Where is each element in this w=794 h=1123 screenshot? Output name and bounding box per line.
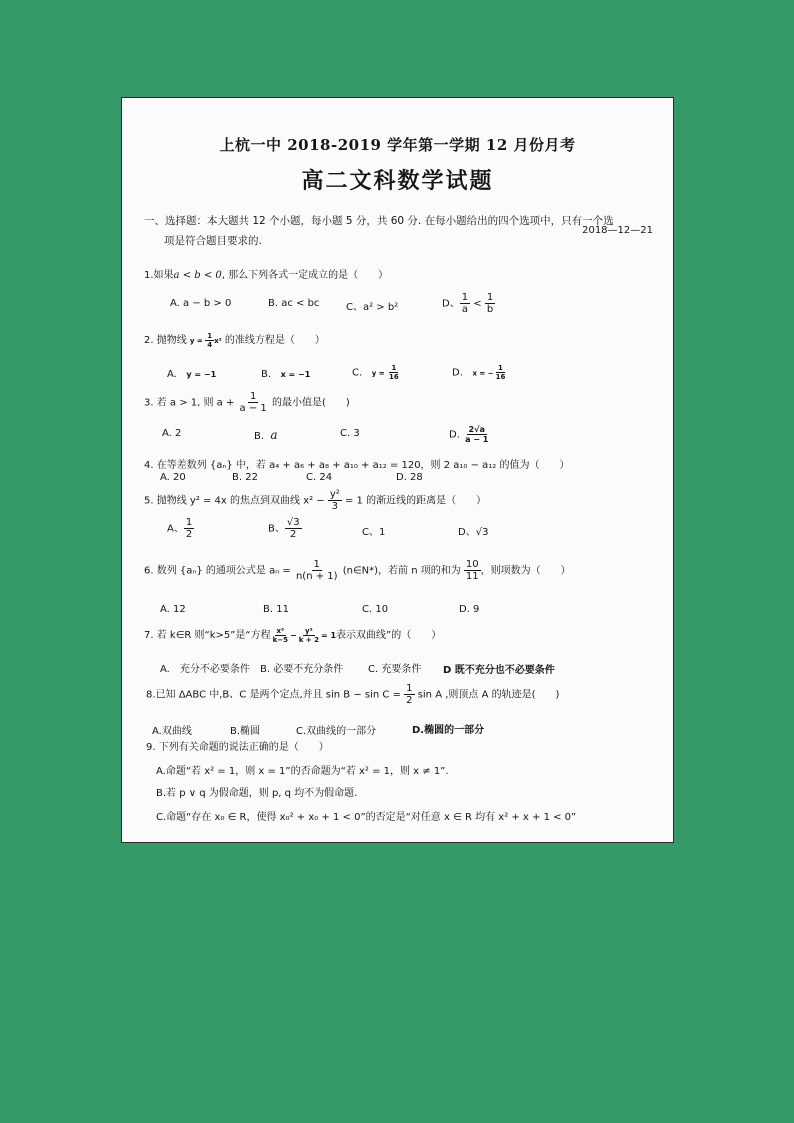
q2-d-pre: x = xyxy=(472,369,488,378)
q7-option-c: C. 充要条件 xyxy=(368,664,422,675)
q5-stem-suffix: = 1 的渐近线的距离是（ ） xyxy=(341,495,487,507)
question-3-stem xyxy=(144,391,350,414)
q7-eq: = 1 xyxy=(320,631,337,640)
q5-num: y² xyxy=(329,489,340,500)
q2-d-num: 1 xyxy=(498,364,503,372)
q5-option-a xyxy=(167,517,194,540)
q3-option-c: C. 3 xyxy=(340,428,360,439)
q6-den: n(n + 1) xyxy=(295,571,338,582)
q7-option-a: A. 充分不必要条件 xyxy=(160,664,250,675)
q3-d-num: 2√a xyxy=(468,425,485,434)
q3-d-label: D. xyxy=(449,429,460,441)
q2-option-d xyxy=(452,364,507,381)
q7-d2: k + 2 xyxy=(298,635,319,644)
q7-stem-prefix: 7. 若 k∈R 则“k>5”是“方程 xyxy=(144,630,271,641)
q7-d1: k−5 xyxy=(272,635,289,644)
q3-option-a: A. 2 xyxy=(162,428,182,439)
q6-stem-prefix: 6. 数列 {aₙ} 的通项公式是 aₙ = xyxy=(144,565,294,577)
q9-option-a: A.命题“若 x² = 1，则 x = 1”的否命题为“若 x² = 1，则 x ≠ 1”. xyxy=(156,766,449,777)
q3-option-d xyxy=(449,425,490,444)
q7-n2: y² xyxy=(305,626,313,635)
question-2-stem xyxy=(144,331,325,349)
q2-c-den: 16 xyxy=(389,373,399,381)
q3-b-value: a xyxy=(270,428,278,442)
question-1-stem xyxy=(144,266,388,281)
q7-minus: − xyxy=(290,631,297,640)
q8-option-b: B.椭圆 xyxy=(230,726,261,737)
q1-option-c: C、a² > b² xyxy=(346,302,399,313)
q4-option-d: D. 28 xyxy=(396,472,423,483)
q6-option-b: B. 11 xyxy=(263,604,289,615)
q2-b-label: B. xyxy=(261,369,272,380)
q3-b-label: B. xyxy=(254,431,265,442)
exam-date: 2018—12—21 xyxy=(582,225,653,236)
q5-a-label: A、 xyxy=(167,523,184,535)
q2-eq-rest: x² xyxy=(214,337,222,345)
q3-d-den: a − 1 xyxy=(465,435,489,444)
q5-option-c: C、1 xyxy=(362,527,386,538)
q2-c-num: 1 xyxy=(391,364,397,372)
q9-option-c: C.命题“存在 x₀ ∈ R，使得 x₀² + x₀ + 1 < 0”的否定是“对任意 x ∈ R 均有 x² + x + 1 < 0” xyxy=(156,812,577,823)
q3-stem-prefix: 3. 若 a > 1, 则 a + xyxy=(144,397,238,409)
q2-eq-y: y = xyxy=(189,337,206,345)
q5-option-b xyxy=(268,517,302,540)
q1-d-num1: 1 xyxy=(461,292,469,303)
q3-stem-suffix: 的最小值是( ) xyxy=(268,397,350,409)
q1-option-a: A. a − b > 0 xyxy=(170,298,232,309)
q1-d-label: D、 xyxy=(442,298,460,310)
q8-option-c: C.双曲线的一部分 xyxy=(296,726,377,737)
q5-stem-prefix: 5. 抛物线 y² = 4x 的焦点到双曲线 x² − xyxy=(144,495,328,507)
q2-b-value: x = −1 xyxy=(280,370,311,379)
q7-option-b: B. 必要不充分条件 xyxy=(260,664,344,675)
q5-den: 3 xyxy=(331,501,339,512)
q2-option-c xyxy=(352,364,401,381)
q2-c-pre: y = xyxy=(371,369,388,378)
q2-stem-suffix: 的准线方程是（ ） xyxy=(224,335,325,346)
q6-stem-mid: (n∈N*)，若前 n 项的和为 xyxy=(339,565,464,577)
q4-option-c: C. 24 xyxy=(306,472,333,483)
q4-option-b: B. 22 xyxy=(232,472,258,483)
q8-option-d: D.椭圆的一部分 xyxy=(412,725,485,736)
q1-d-num2: 1 xyxy=(486,292,494,303)
q6-option-c: C. 10 xyxy=(362,604,389,615)
q6-option-a: A. 12 xyxy=(160,604,186,615)
q1-d-lt: < xyxy=(473,298,482,310)
exam-subtitle: 高二文科数学试题 xyxy=(301,169,494,194)
q3-num: 1 xyxy=(249,391,257,402)
exam-paper xyxy=(121,97,674,843)
question-7-stem xyxy=(144,626,441,644)
q2-a-label: A. xyxy=(167,369,177,380)
q7-n1: x² xyxy=(276,626,285,635)
q6-num2: 10 xyxy=(465,559,479,570)
q6-option-d: D. 9 xyxy=(459,604,480,615)
section-heading xyxy=(144,211,654,251)
q3-den: a − 1 xyxy=(239,403,267,414)
q2-d-sign: − xyxy=(487,369,494,378)
q8-den: 2 xyxy=(406,695,413,706)
q2-eq-num: 1 xyxy=(207,331,213,340)
q1-stem-prefix: 1.如果 xyxy=(144,270,174,281)
q1-d-den1: a xyxy=(461,304,468,315)
q2-stem-prefix: 2. 抛物线 xyxy=(144,335,187,346)
question-4-stem: 4. 在等差数列 {aₙ} 中，若 a₄ + a₆ + a₈ + a₁₀ + a₁₂ = 120，则 2 a₁₀ − a₁₂ 的值为（ ） xyxy=(144,460,570,471)
q1-stem-suffix: , 那么下列各式一定成立的是（ ） xyxy=(221,270,389,281)
q8-option-a: A.双曲线 xyxy=(152,726,192,737)
q6-den2: 11 xyxy=(465,571,479,582)
q2-a-value: y = −1 xyxy=(186,370,217,379)
question-8-stem xyxy=(146,683,559,706)
q2-option-b xyxy=(261,369,310,380)
q3-option-b xyxy=(254,428,278,442)
q5-option-d: D、√3 xyxy=(458,527,489,538)
question-5-stem xyxy=(144,489,486,512)
q1-d-den2: b xyxy=(486,304,494,315)
q7-stem-suffix: 表示双曲线”的（ ） xyxy=(336,630,442,641)
exam-title: 上杭一中 2018-2019 学年第一学期 12 月份月考 xyxy=(219,136,576,154)
question-6-stem xyxy=(144,559,571,582)
section-line-1: 一、选择题：本大题共 12 个小题，每小题 5 分，共 60 分. 在每小题给出的四个选项中，只有一个选 xyxy=(144,215,614,227)
q8-stem-prefix: 8.已知 ΔABC 中,B、C 是两个定点,并且 sin B − sin C = xyxy=(146,689,405,701)
question-9-stem: 9. 下列有关命题的说法正确的是（ ） xyxy=(146,742,329,753)
q2-eq-den: 4 xyxy=(207,340,213,349)
q2-c-label: C. xyxy=(352,367,363,379)
q5-b-label: B、 xyxy=(268,523,285,535)
q8-num: 1 xyxy=(406,683,413,694)
q4-option-a: A. 20 xyxy=(160,472,186,483)
q2-option-a xyxy=(167,369,216,380)
section-line-2: 项是符合题目要求的. xyxy=(164,235,262,247)
q5-a-num: 1 xyxy=(185,517,193,528)
q5-b-num: √3 xyxy=(286,517,300,528)
q7-option-d: D 既不充分也不必要条件 xyxy=(443,665,555,676)
q5-b-den: 2 xyxy=(290,529,297,540)
q6-stem-suffix: ，则项数为（ ） xyxy=(480,565,571,577)
q9-option-b: B.若 p ∨ q 为假命题，则 p, q 均不为假命题. xyxy=(156,788,358,799)
q1-option-d xyxy=(442,292,495,315)
q2-d-label: D. xyxy=(452,367,463,379)
q6-num: 1 xyxy=(313,559,320,570)
q8-stem-suffix: sin A ,则顶点 A 的轨迹是( ) xyxy=(414,689,560,701)
q5-a-den: 2 xyxy=(185,529,193,540)
q2-d-den: 16 xyxy=(495,373,506,381)
q1-option-b: B. ac < bc xyxy=(268,298,320,309)
q1-condition: a < b < 0 xyxy=(173,270,222,281)
